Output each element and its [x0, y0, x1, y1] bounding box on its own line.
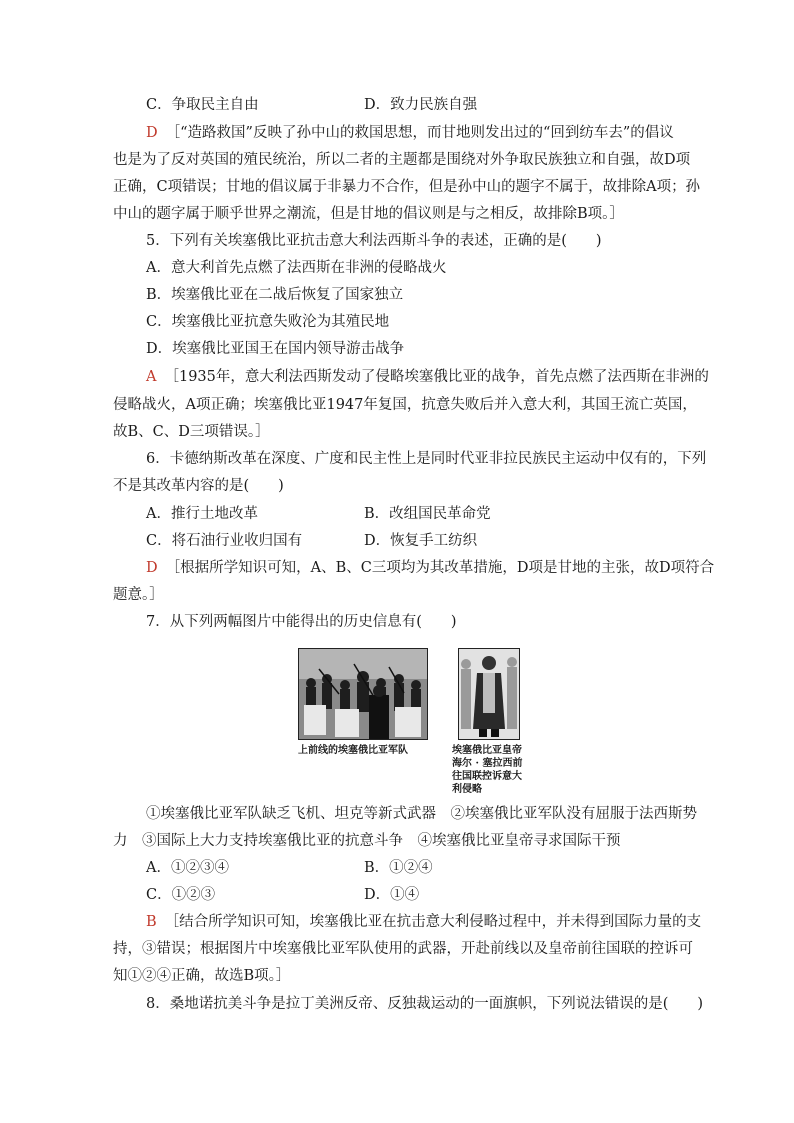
answer-5-line-3: 故B、C、D三项错误。］	[113, 424, 270, 440]
photo-2-caption-1: 埃塞俄比亚皇帝	[452, 745, 522, 756]
ethiopian-army-image	[299, 649, 427, 739]
answer-7-line-3: 知①②④正确，故选B项。］	[113, 968, 291, 984]
ethiopian-army-photo	[298, 648, 428, 740]
answer-4-line-2: 也是为了反对英国的殖民统治，所以二者的主题都是围绕对外争取民族独立和自强，故D项	[113, 152, 691, 168]
q6-option-c: C．将石油行业收归国有	[146, 533, 303, 549]
q7-statements-line-1: ①埃塞俄比亚军队缺乏飞机、坦克等新式武器 ②埃塞俄比亚军队没有屈服于法西斯势	[146, 806, 697, 822]
photo-2-caption-4: 利侵略	[452, 784, 482, 795]
photo-1-caption: 上前线的埃塞俄比亚军队	[298, 745, 408, 756]
photo-2-caption-3: 往国联控诉意大	[452, 771, 522, 782]
q7-option-c: C．①②③	[146, 887, 216, 903]
question-7: 7．从下列两幅图片中能得出的历史信息有( )	[146, 614, 457, 630]
question-6-line-1: 6．卡德纳斯改革在深度、广度和民主性上是同时代亚非拉民族民主运动中仅有的，下列	[146, 451, 707, 467]
question-5: 5．下列有关埃塞俄比亚抗击意大利法西斯斗争的表述，正确的是( )	[146, 233, 602, 249]
emperor-image	[459, 649, 519, 739]
answer-4-line-3: 正确，C项错误；甘地的倡议属于非暴力不合作，但是孙中山的题字不属于，故排除A项；孙	[113, 179, 701, 195]
answer-6-line-1: D ［根据所学知识可知，A、B、C三项均为其改革措施，D项是甘地的主张，故D项符合	[146, 560, 715, 576]
q5-option-d: D．埃塞俄比亚国王在国内领导游击战争	[146, 341, 405, 357]
answer-6-line-2: 题意。］	[113, 587, 164, 603]
q7-option-a: A．①②③④	[146, 860, 229, 876]
emperor-photo	[458, 648, 520, 740]
answer-4-line-4: 中山的题字属于顺乎世界之潮流，但是甘地的倡议则是与之相反，故排除B项。］	[113, 206, 624, 222]
answer-5-line-1: A ［1935年，意大利法西斯发动了侵略埃塞俄比亚的战争，首先点燃了法西斯在非洲的	[146, 369, 709, 385]
option-d-prev: D．致力民族自强	[364, 97, 478, 113]
answer-letter: A	[146, 369, 157, 385]
answer-5-line-2: 侵略战火，A项正确；埃塞俄比亚1947年复国，抗意失败后并入意大利，其国王流亡英国，	[113, 397, 697, 413]
q7-option-d: D．①④	[364, 887, 420, 903]
question-8: 8．桑地诺抗美斗争是拉丁美洲反帝、反独裁运动的一面旗帜，下列说法错误的是( )	[146, 996, 704, 1012]
q6-option-b: B．改组国民革命党	[364, 506, 491, 522]
q6-option-a: A．推行土地改革	[146, 506, 258, 522]
q5-option-c: C．埃塞俄比亚抗意失败沦为其殖民地	[146, 314, 390, 330]
option-c-prev: C．争取民主自由	[146, 97, 259, 113]
answer-letter: D	[146, 125, 158, 141]
photo-2-caption-2: 海尔 · 塞拉西前	[452, 758, 523, 769]
q6-option-d: D．恢复手工纺织	[364, 533, 478, 549]
q7-statements-line-2: 力 ③国际上大力支持埃塞俄比亚的抗意斗争 ④埃塞俄比亚皇帝寻求国际干预	[113, 833, 621, 849]
answer-7-line-1: B ［结合所学知识可知，埃塞俄比亚在抗击意大利侵略过程中，并未得到国际力量的支	[146, 914, 702, 930]
answer-letter: B	[146, 914, 157, 930]
answer-letter: D	[146, 560, 158, 576]
q5-option-a: A．意大利首先点燃了法西斯在非洲的侵略战火	[146, 260, 447, 276]
question-6-line-2: 不是其改革内容的是( )	[113, 478, 284, 494]
q5-option-b: B．埃塞俄比亚在二战后恢复了国家独立	[146, 287, 404, 303]
answer-4-line-1: D ［“造路救国”反映了孙中山的救国思想，而甘地则发出过的“回到纺车去”的倡议	[146, 125, 674, 141]
q7-option-b: B．①②④	[364, 860, 433, 876]
answer-7-line-2: 持，③错误；根据图片中埃塞俄比亚军队使用的武器，开赴前线以及皇帝前往国联的控诉可	[113, 941, 693, 957]
